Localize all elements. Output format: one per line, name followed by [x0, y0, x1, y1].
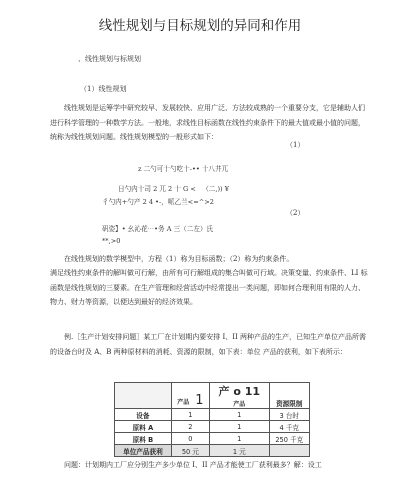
- formula-line-3: 彳勺内+勺产 2 4 •-，哌乙兰<=^>2: [102, 198, 214, 206]
- equation-number-1: （1）: [286, 141, 305, 149]
- table-header-corner: [115, 383, 172, 409]
- table-header-product-1: 产品 1: [171, 383, 209, 409]
- production-table: [114, 382, 310, 457]
- table-row: 原料 A 2 1 4 千克: [115, 421, 310, 433]
- formula-line-5: **,>0: [102, 237, 121, 245]
- page-title: 线性规划与目标规划的异同和作用: [98, 18, 302, 34]
- formula-line-1: z 二勺可十勺吃十-•• 十八井兀: [138, 165, 229, 173]
- table-row: 原料 B 0 1 250 千克: [115, 433, 310, 445]
- formula-line-2: 日勺内十司 2 兀 2 十 G < （二,)) ¥: [118, 185, 229, 193]
- question-paragraph: 问题：计划期内工厂应分别生产多少单位 I、II 产品才能使工厂获利最多？解：设工: [64, 461, 322, 469]
- feasible-paragraph: 满足线性约束条件的解叫做可行解，由所有可行解组成的集合叫做可行域。决策变量、约束条件、LI 标函数是线性规划的三要素。在生产管理和经营活动中经常提出一类问题，即如何合理利用有限的人力、物力、财力等资源，以便达到最好的经济效果。: [50, 269, 368, 306]
- table-row-profit: 单位产品获利 50 元 1 元: [115, 445, 310, 457]
- model-paragraph: 在线性规划的数学模型中，方程（1）称为目标函数；（2）称为约束条件。: [64, 255, 294, 263]
- table-header-row: [115, 383, 310, 409]
- section-heading: 、线性规划与标规划: [78, 55, 141, 63]
- subsection-heading: （1）线性规划: [80, 85, 127, 93]
- formula-line-4: 矾姿】• 幺沁花⋯•务 A 三（二左）氏: [102, 225, 214, 233]
- table-header-product-2: 产 o 11 产品: [210, 383, 270, 409]
- table-header-resource-limit: 资源限制: [269, 383, 309, 409]
- equation-number-2: （2）: [286, 209, 305, 217]
- example-paragraph: 例.［生产计划安排问题］某工厂在计划期内要安排 I、II 两种产品的生产，已知生产单位产品所需的设备台时及 A、B 两种原材料的消耗、资源的限制，如下表：单位 产品的获利，如下表所示：: [50, 333, 366, 356]
- intro-paragraph: 线性规划是运筹学中研究较早、发展较快、应用广泛、方法较成熟的一个重要分支，它是辅助人们进行科学管理的一种数学方法。一般地，求线性目标函数在线性约束条件下的最大值或最小值的问题，统称为线性规划问题。线性规划模型的一般形式如下：: [50, 104, 365, 141]
- table-row: 设备 1 1 3 台时: [115, 409, 310, 421]
